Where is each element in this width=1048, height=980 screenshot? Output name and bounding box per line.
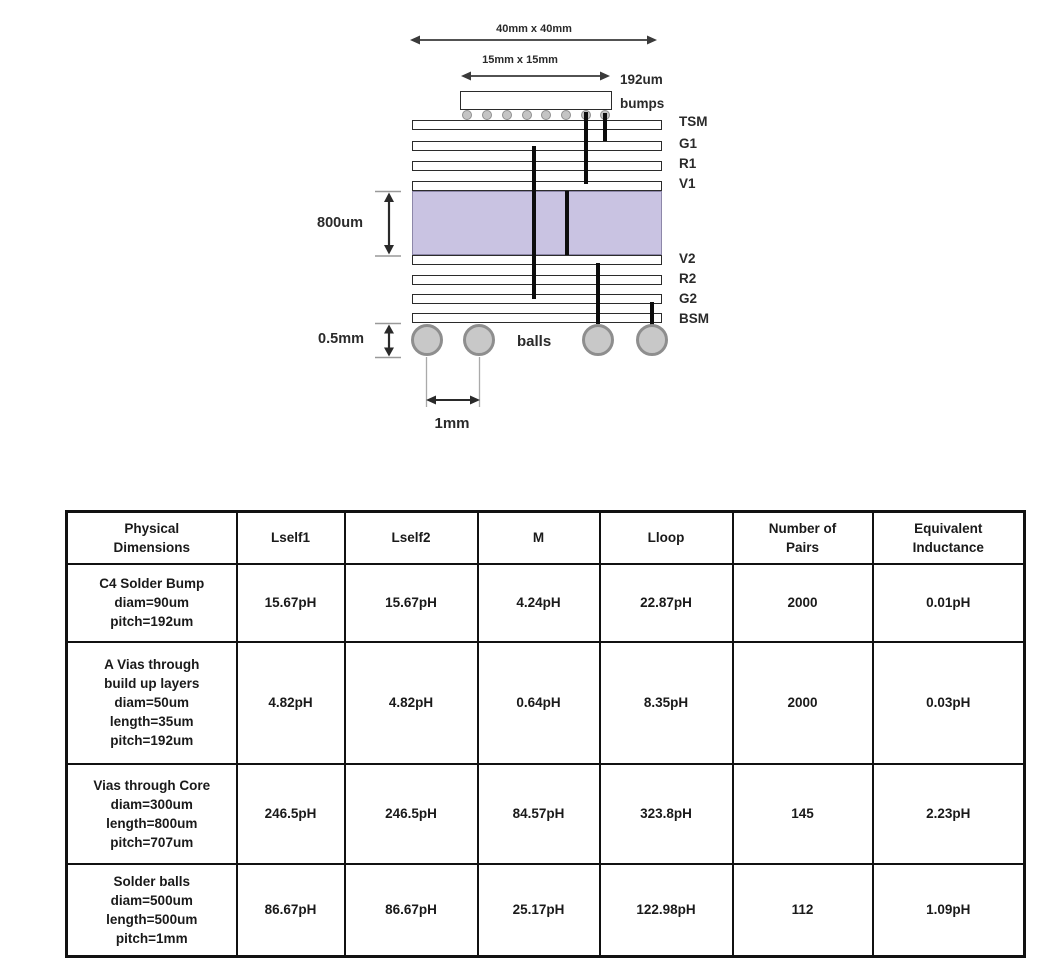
outer-dimension-label: 40mm x 40mm: [496, 23, 572, 35]
value-cell: 0.64pH: [478, 642, 600, 764]
layer-tsm: [412, 120, 662, 130]
value-cell: 2000: [733, 564, 873, 642]
value-cell: 86.67pH: [345, 864, 478, 957]
label-v2: V2: [679, 251, 696, 266]
column-header: [67, 512, 237, 564]
bump: [522, 110, 532, 120]
row-label-line: A Vias through: [104, 657, 200, 672]
ball: [582, 324, 614, 356]
row-label-line: C4 Solder Bump: [99, 576, 205, 591]
value-cell: 112: [733, 864, 873, 957]
layer-v2: [412, 255, 662, 265]
arrow-40mm: [410, 36, 657, 45]
column-header: [600, 512, 733, 564]
column-header: [873, 512, 1025, 564]
header-line: Equivalent: [914, 520, 983, 536]
row-label-line: diam=90um: [114, 595, 190, 610]
table-row: [67, 864, 1025, 957]
header-line: Physical: [124, 520, 180, 536]
arrow-1mm: [426, 357, 480, 407]
via: [650, 302, 654, 325]
value-cell: 15.67pH: [237, 564, 345, 642]
header-line: M: [532, 530, 545, 546]
bump: [482, 110, 492, 120]
label-v1: V1: [679, 176, 696, 191]
via: [603, 113, 607, 141]
row-label-cell: [67, 864, 237, 957]
row-label-line: diam=500um: [110, 892, 193, 908]
row-label-line: diam=300um: [110, 796, 193, 812]
layer-r2: [412, 275, 662, 285]
value-cell: 0.01pH: [873, 564, 1025, 642]
column-header: [733, 512, 873, 564]
header-line: Pairs: [785, 539, 820, 555]
value-cell: 4.82pH: [237, 642, 345, 764]
ball-pitch-label: 1mm: [434, 415, 470, 432]
table-row: [67, 764, 1025, 864]
value-cell: 86.67pH: [237, 864, 345, 957]
value-cell: 4.82pH: [345, 642, 478, 764]
row-label-line: pitch=192um: [110, 733, 194, 748]
via: [584, 112, 588, 184]
label-r2: R2: [679, 271, 697, 286]
row-label-line: build up layers: [104, 676, 200, 691]
value-cell: 15.67pH: [345, 564, 478, 642]
arrow-800um: [375, 192, 401, 257]
value-cell: 323.8pH: [600, 764, 733, 864]
row-label-line: Solder balls: [113, 873, 191, 889]
value-cell: 0.03pH: [873, 642, 1025, 764]
layer-v1: [412, 181, 662, 191]
bumps-size-label: 192um: [620, 72, 663, 87]
bump: [541, 110, 551, 120]
bump: [561, 110, 571, 120]
layer-r1: [412, 161, 662, 171]
value-cell: 22.87pH: [600, 564, 733, 642]
header-line: Lloop: [647, 530, 685, 546]
header-line: Lself1: [270, 530, 311, 546]
row-label-cell: [67, 564, 237, 642]
bumps-label: bumps: [620, 96, 665, 111]
row-label-cell: [67, 764, 237, 864]
row-label-line: pitch=707um: [110, 834, 194, 850]
die-rectangle: [460, 91, 612, 110]
value-cell: 84.57pH: [478, 764, 600, 864]
row-label-line: pitch=1mm: [115, 930, 188, 946]
column-header: [237, 512, 345, 564]
table-row: [67, 642, 1025, 764]
value-cell: 2.23pH: [873, 764, 1025, 864]
die-dimension-label: 15mm x 15mm: [482, 54, 558, 66]
header-row: [67, 512, 1025, 564]
value-cell: 246.5pH: [345, 764, 478, 864]
row-label-line: Vias through Core: [93, 777, 211, 793]
arrow-15mm: [461, 72, 610, 81]
row-label-cell: [67, 642, 237, 764]
value-cell: 8.35pH: [600, 642, 733, 764]
value-cell: 145: [733, 764, 873, 864]
ball-height-label: 0.5mm: [318, 331, 364, 347]
header-line: Lself2: [391, 530, 431, 546]
arrow-0.5mm: [375, 324, 401, 358]
label-bsm: BSM: [679, 311, 709, 326]
label-g2: G2: [679, 291, 698, 306]
via: [596, 263, 600, 324]
layer-g1: [412, 141, 662, 151]
value-cell: 4.24pH: [478, 564, 600, 642]
core-via: [565, 191, 569, 255]
ball: [463, 324, 495, 356]
bump: [502, 110, 512, 120]
label-r1: R1: [679, 156, 697, 171]
value-cell: 2000: [733, 642, 873, 764]
inductance-table: [65, 510, 1026, 958]
label-g1: G1: [679, 136, 698, 151]
row-label-line: pitch=192um: [110, 614, 194, 629]
layer-g2: [412, 294, 662, 304]
ball: [636, 324, 668, 356]
core-height-label: 800um: [317, 215, 363, 231]
value-cell: 122.98pH: [600, 864, 733, 957]
row-label-line: length=35um: [109, 714, 194, 729]
package-cross-section-figure: [0, 0, 1048, 460]
row-label-line: diam=50um: [114, 695, 190, 710]
ball: [411, 324, 443, 356]
value-cell: 1.09pH: [873, 864, 1025, 957]
header-line: Number of: [768, 520, 837, 536]
column-header: [478, 512, 600, 564]
via: [532, 146, 536, 299]
row-label-line: length=800um: [106, 815, 198, 831]
core-layer: [412, 191, 662, 255]
balls-label: balls: [517, 333, 552, 350]
header-line: Inductance: [912, 539, 984, 555]
row-label-line: length=500um: [106, 911, 198, 927]
value-cell: 246.5pH: [237, 764, 345, 864]
table-row: [67, 564, 1025, 642]
bump: [462, 110, 472, 120]
layer-bsm: [412, 313, 662, 323]
column-header: [345, 512, 478, 564]
label-tsm: TSM: [679, 114, 708, 129]
value-cell: 25.17pH: [478, 864, 600, 957]
header-line: Dimensions: [113, 539, 191, 555]
